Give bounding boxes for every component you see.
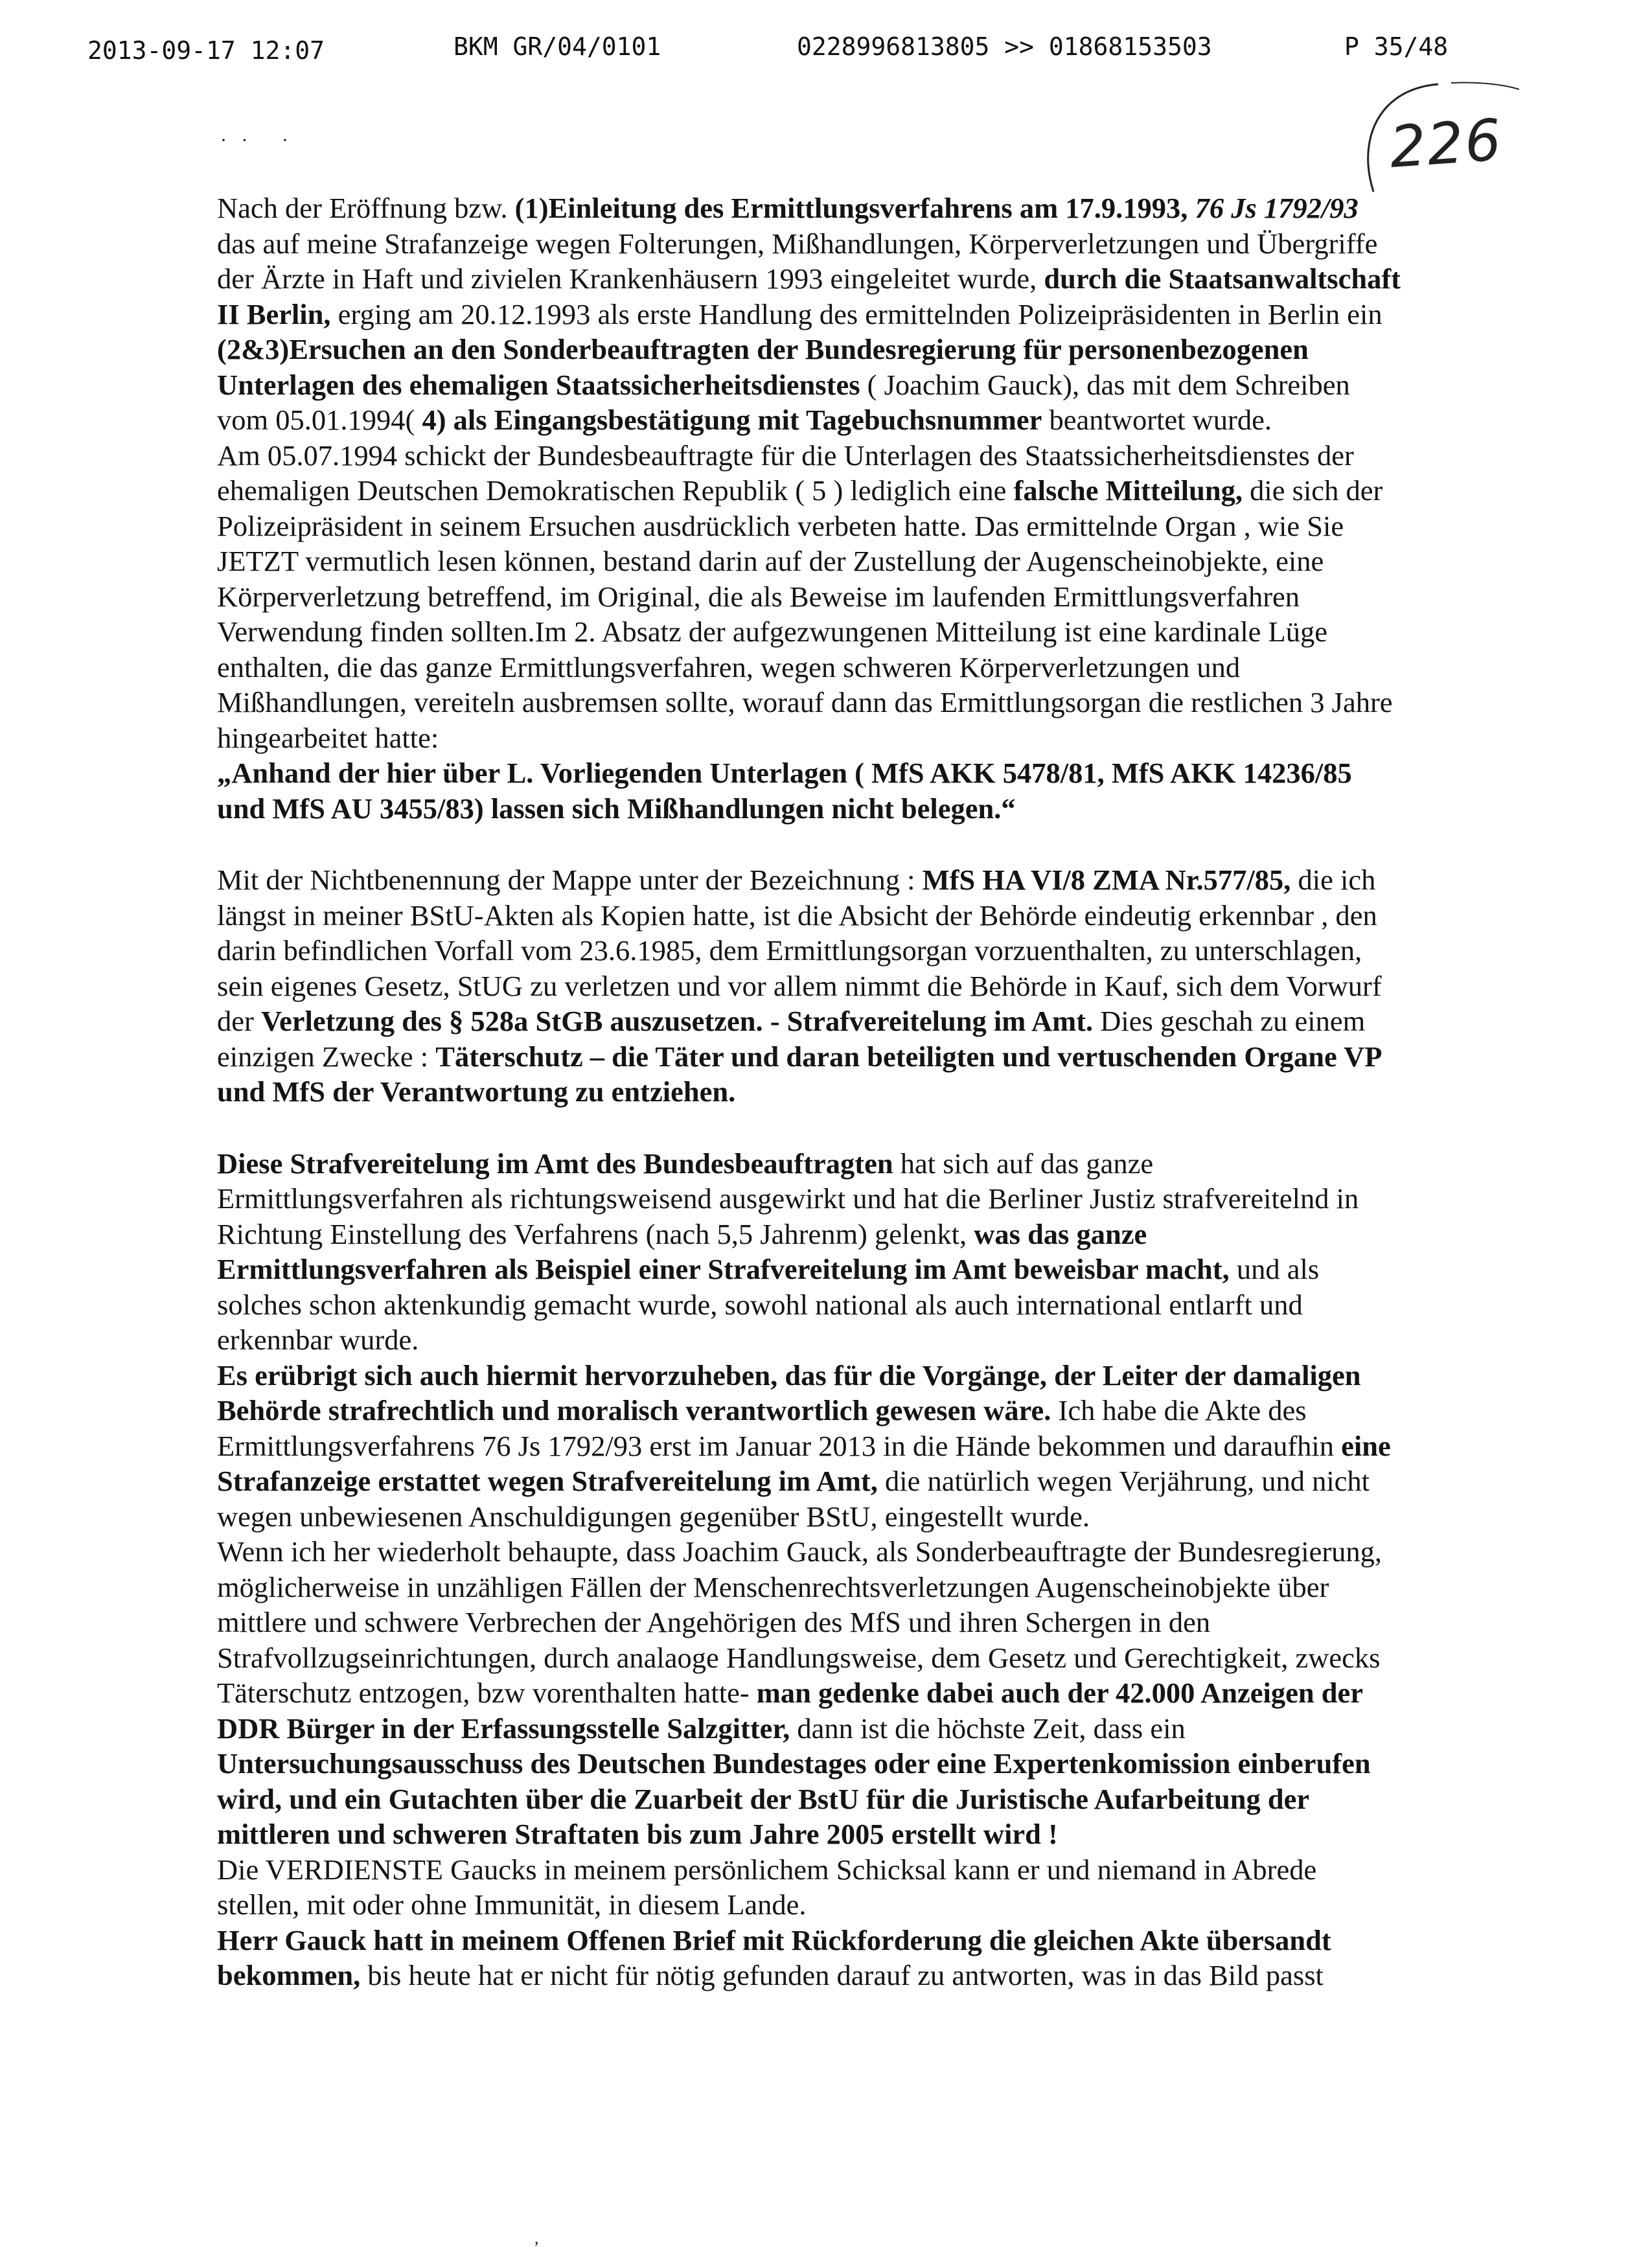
page-stamp-number: 226 bbox=[1387, 106, 1505, 181]
paragraph-5: Es erübrigt sich auch hiermit hervorzuheben, das für die Vorgänge, der Leiter der damaligen Behörde strafrechtlich und moralisch verantwortlich gewesen wäre. Ich habe die Akte des Ermittlungsverfahrens 76 Js 1792/93 erst im Januar 2013 in die Hände bekommen und daraufhin eine Strafanzeige erstattet wegen Strafvereitelung im Amt, die natürlich wegen Verjährung, und nicht wegen unbewiesenen Anschuldigungen gegenüber BStU, eingestellt wurde. bbox=[217, 1358, 1391, 1533]
paragraph-6: Wenn ich her wiederholt behaupte, dass Joachim Gauck, als Sonderbeauftragte der Bundesregierung, möglicherweise in unzähligen Fällen der Menschenrechtsverletzungen Augenscheinobjekte über mittlere und schwere Verbrechen der Angehörigen des MfS und ihren Schergen in den Strafvollzugseinrichtungen, durch analaoge Handlungsweise, dem Gesetz und Gerechtigkeit, zwecks Täterschutz entzogen, bzw vorenthalten hatte- man gedenke dabei auch der 42.000 Anzeigen der DDR Bürger in der Erfassungsstelle Salzgitter, dann ist die höchste Zeit, dass ein Untersuchungsausschuss des Deutschen Bundestages oder eine Expertenkomission einberufen wird, und ein Gutachten über die Zuarbeit der BstU für die Juristische Aufarbeitung der mittleren und schweren Straftaten bis zum Jahre 2005 erstellt wird ! bbox=[217, 1535, 1382, 1850]
quoted-statement: „Anhand der hier über L. Vorliegenden Unterlagen ( MfS AKK 5478/81, MfS AKK 14236/85 und MfS AU 3455/83) lassen sich Mißhandlungen nicht belegen.“ bbox=[217, 757, 1352, 825]
paragraph-1: Nach der Eröffnung bzw. (1)Einleitung des Ermittlungsverfahrens am 17.9.1993, 76 Js 1792/93 das auf meine Strafanzeige wegen Folterungen, Mißhandlungen, Körperverletzungen und Übergriffe der Ärzte in Haft und zivielen Krankenhäusern 1993 eingeleitet wurde, durch die Staatsanwaltschaft II Berlin, erging am 20.12.1993 als erste Handlung des ermittelnden Polizeipräsidenten in Berlin ein (2&3)Ersuchen an den Sonderbeauftragten der Bundesregierung für personenbezogenen Unterlagen des ehemaligen Staatssicherheitsdienstes ( Joachim Gauck), das mit dem Schreiben vom 05.01.1994( 4) als Eingangsbestätigung mit Tagebuchsnummer beantwortet wurde. bbox=[217, 192, 1401, 436]
scan-speck-bottom: , bbox=[534, 2228, 539, 2247]
fax-datetime: 2013-09-17 12:07 bbox=[87, 36, 325, 65]
document-body bbox=[217, 190, 1403, 1993]
fax-page-number: P 35/48 bbox=[1344, 32, 1449, 61]
paragraph-3: Mit der Nichtbenennung der Mappe unter der Bezeichnung : MfS HA VI/8 ZMA Nr.577/85, die ich längst in meiner BStU-Akten als Kopien hatte, ist die Absicht der Behörde eindeutig erkennbar , den darin befindlichen Vorfall vom 23.6.1985, dem Ermittlungsorgan vorzuenthalten, zu unterschlagen, sein eigenes Gesetz, StUG zu verletzen und vor allem nimmt die Behörde in Kauf, sich dem Vorwurf der Verletzung des § 528a StGB auszusetzen. - Strafvereitelung im Amt. Dies geschah zu einem einzigen Zwecke : Täterschutz – die Täter und daran beteiligten und vertuschenden Organe VP und MfS der Verantwortung zu entziehen. bbox=[217, 864, 1382, 1108]
fax-sender-id: BKM GR/04/0101 bbox=[453, 32, 661, 61]
paragraph-8: Herr Gauck hatt in meinem Offenen Brief mit Rückforderung die gleichen Akte übersandt bekommen, bis heute hat er nicht für nötig gefunden darauf zu antworten, was in das Bild passt bbox=[217, 1923, 1331, 1991]
fax-header bbox=[0, 32, 1652, 84]
fax-route: 0228996813805 >> 01868153503 bbox=[797, 32, 1212, 61]
paragraph-7: Die VERDIENSTE Gaucks in meinem persönlichem Schicksal kann er und niemand in Abrede stellen, mit oder ohne Immunität, in diesem Lande. bbox=[217, 1853, 1317, 1921]
paragraph-2: Am 05.07.1994 schickt der Bundesbeauftragte für die Unterlagen des Staatssicherheitsdienstes der ehemaligen Deutschen Demokratischen Republik ( 5 ) lediglich eine falsche Mitteilung, die sich der Polizeipräsident in seinem Ersuchen ausdrücklich verbeten hatte. Das ermittelnde Organ , wie Sie JETZT vermutlich lesen können, bestand darin auf der Zustellung der Augenscheinobjekte, eine Körperverletzung betreffend, im Original, die als Beweise im laufenden Ermittlungsverfahren Verwendung finden sollten.Im 2. Absatz der aufgezwungenen Mitteilung ist eine kardinale Lüge enthalten, die das ganze Ermittlungsverfahren, wegen schweren Körperverletzungen und Mißhandlungen, vereiteln ausbremsen sollte, worauf dann das Ermittlungsorgan die restlichen 3 Jahre hingearbeitet hatte: bbox=[217, 439, 1393, 754]
paragraph-4: Diese Strafvereitelung im Amt des Bundesbeauftragten hat sich auf das ganze Ermittlungsverfahren als richtungsweisend ausgewirkt und hat die Berliner Justiz strafvereitelnd in Richtung Einstellung des Verfahrens (nach 5,5 Jahrenm) gelenkt, was das ganze Ermittlungsverfahren als Beispiel einer Strafvereitelung im Amt beweisbar macht, und als solches schon aktenkundig gemacht wurde, sowohl national als auch international entlarft und erkennbar wurde. bbox=[217, 1147, 1359, 1356]
scan-specks: · · · bbox=[220, 130, 288, 151]
